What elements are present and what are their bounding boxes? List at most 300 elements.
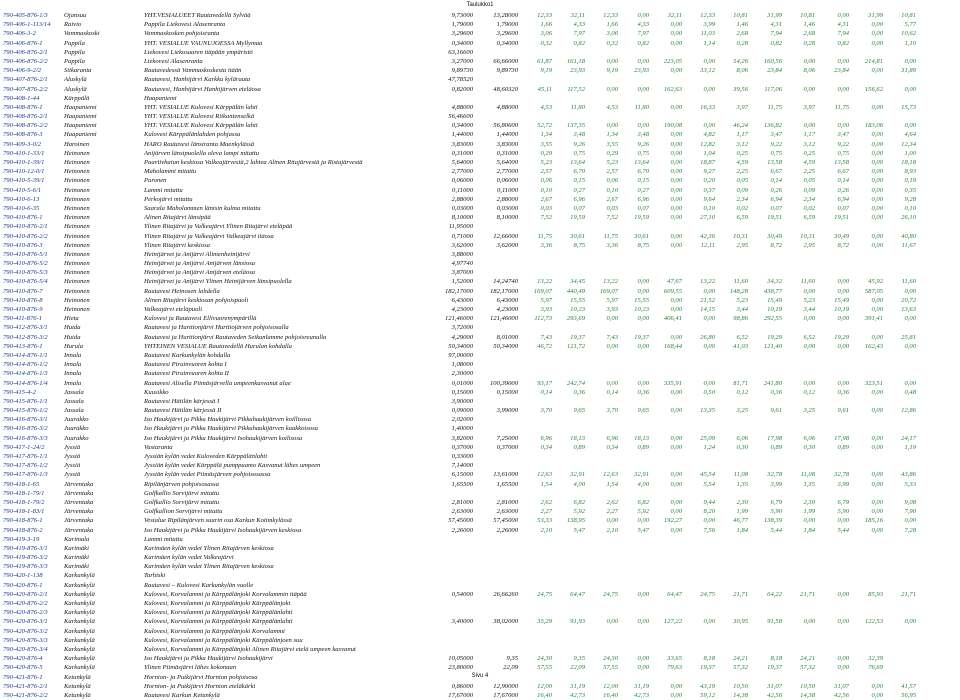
area-value: 4,23000 xyxy=(451,306,473,313)
share-value: 13,58 xyxy=(834,159,849,166)
share-value: 0,00 xyxy=(670,480,682,488)
parcel-id: 790-418-1-79/1 xyxy=(3,489,45,497)
share-value: 45,11 xyxy=(537,85,552,93)
share-value: 8,72 xyxy=(770,241,782,249)
table-row xyxy=(0,250,960,259)
share-value: 3,25 xyxy=(803,407,815,415)
total-area-value: 0,06000 xyxy=(496,177,518,185)
share-value: 0,15 xyxy=(637,177,649,185)
share-value: 2,27 xyxy=(540,508,552,516)
total-area-value: 7,25000 xyxy=(496,434,518,442)
share-value: 64,22 xyxy=(767,590,782,598)
table-row xyxy=(0,544,960,553)
village-name: Heinonen xyxy=(64,177,90,185)
share-value: 1,10 xyxy=(904,39,916,47)
area-value: 3,40000 xyxy=(451,618,473,626)
description: Haapaniemi xyxy=(144,94,177,102)
share-value: 1,14 xyxy=(703,39,715,47)
description: Iso Haukijärvi ja Pikku Haukijärvi Isohaukijärven keskiosa xyxy=(144,526,302,534)
share-value: 242,74 xyxy=(566,379,585,387)
table-row xyxy=(0,158,960,167)
table-row xyxy=(0,130,960,139)
share-value: 391,41 xyxy=(864,315,883,323)
parcel-id: 790-416-876-3/3 xyxy=(3,434,48,442)
share-value: 0,07 xyxy=(637,204,649,212)
description: Rautavedessä Vammaskoskesta itään xyxy=(144,67,242,75)
share-value: 6,70 xyxy=(573,168,585,176)
share-value: 121,72 xyxy=(566,342,585,350)
description: Alinen Ritajärvi keskiosan pohjoispuoli xyxy=(144,296,249,304)
share-value: 19,37 xyxy=(767,664,782,672)
share-value: 11,80 xyxy=(634,103,649,111)
share-value: 42,73 xyxy=(634,691,649,699)
total-area-value: 13,61000 xyxy=(493,471,518,479)
share-value: 0,29 xyxy=(540,149,552,157)
share-value: 9,28 xyxy=(904,195,916,203)
table-row xyxy=(0,360,960,369)
area-value: 3,27000 xyxy=(451,57,473,65)
share-value: 160,56 xyxy=(763,57,782,65)
description: Rautavesi Piruinvuoren kohta I xyxy=(144,361,227,369)
description: Rautavesi, Hanhijärvi Karkku kylärauta xyxy=(144,76,251,84)
share-value: 0,00 xyxy=(837,12,849,19)
share-value: 21,52 xyxy=(700,296,715,304)
share-value: 16,40 xyxy=(603,691,618,699)
area-value: 2,63000 xyxy=(451,508,473,516)
share-value: 10,50 xyxy=(800,682,815,690)
share-value: 0,89 xyxy=(637,443,649,451)
share-value: 8,06 xyxy=(736,67,748,75)
share-value: 10,81 xyxy=(901,12,916,19)
village-name: Karkunkylä xyxy=(64,609,95,617)
parcel-id: 790-419-3-19 xyxy=(3,535,40,543)
share-value: 7,52 xyxy=(540,214,552,222)
share-value: 9,26 xyxy=(637,140,649,148)
share-value: 0,00 xyxy=(837,278,849,286)
total-area-value: 8,10000 xyxy=(496,214,518,222)
share-value: 406,41 xyxy=(663,315,682,323)
area-value: 1,08000 xyxy=(451,361,473,369)
share-value: 13,22 xyxy=(537,278,552,286)
share-value: 0,00 xyxy=(670,168,682,176)
village-name: Haapaniemi xyxy=(64,113,97,121)
area-value: 2,77000 xyxy=(451,168,473,176)
share-value: 19,29 xyxy=(767,333,782,341)
share-value: 3,99 xyxy=(703,21,715,29)
total-area-value: 48,60320 xyxy=(493,85,518,93)
share-value: 2,57 xyxy=(540,168,552,176)
share-value: 1,66 xyxy=(540,21,552,29)
description: Rautavesi – Kulovesi Karkunkylän vuolle xyxy=(144,581,254,589)
area-value: 9,73000 xyxy=(451,12,473,19)
area-value: 1,44000 xyxy=(451,131,473,139)
description: Ylinen Ritajärvi ja Valkeajärvi Valkeajärvi itäosa xyxy=(144,232,274,240)
parcel-id: 790-406-876-2/2 xyxy=(3,57,48,65)
share-value: 241,80 xyxy=(763,379,782,387)
share-value: 0,00 xyxy=(703,315,715,323)
share-value: 0,05 xyxy=(803,177,815,185)
area-value: 0,71000 xyxy=(451,232,473,240)
share-value: 26,10 xyxy=(901,214,916,222)
village-name: Juurakko xyxy=(64,434,89,442)
share-value: 1,46 xyxy=(736,21,748,29)
village-name: Karkunkylä xyxy=(64,627,95,635)
share-value: 18,13 xyxy=(570,434,585,442)
description: Kulovesi ja Rautavesi Ellivuorenympärillä xyxy=(144,315,257,323)
share-value: 34,32 xyxy=(767,278,782,286)
share-value: 4,64 xyxy=(904,131,916,139)
share-value: 0,00 xyxy=(637,12,649,19)
table-row xyxy=(0,507,960,516)
share-value: 6,70 xyxy=(637,168,649,176)
share-value: 2,27 xyxy=(606,508,618,516)
share-value: 162,63 xyxy=(663,85,682,93)
table-row xyxy=(0,11,960,20)
table-row xyxy=(0,452,960,461)
share-value: 0,00 xyxy=(871,691,883,699)
description: Heinijärvet ja Anijärvi Anijärven länsiosa xyxy=(144,260,256,268)
total-area-value: 4,23000 xyxy=(496,306,518,313)
share-value: 0,00 xyxy=(670,232,682,240)
area-value: 3,87000 xyxy=(451,269,473,277)
village-name: Heinonen xyxy=(64,306,90,313)
share-value: 85,93 xyxy=(868,590,883,598)
share-value: 24,17 xyxy=(901,434,916,442)
share-value: 12,00 xyxy=(537,682,552,690)
parcel-id: 790-419-876-3/2 xyxy=(3,554,48,562)
village-name: Huida xyxy=(64,333,81,341)
share-value: 16,33 xyxy=(700,103,715,111)
share-value: 0,00 xyxy=(837,618,849,626)
share-value: 46,77 xyxy=(733,517,748,525)
table-row xyxy=(0,691,960,700)
share-value: 57,32 xyxy=(733,664,748,672)
village-name: Heinonen xyxy=(64,287,90,295)
share-value: 0,34 xyxy=(540,443,552,451)
share-value: 9,61 xyxy=(837,407,849,415)
parcel-id: 790-418-1-83/1 xyxy=(3,508,45,516)
share-value: 7,94 xyxy=(770,30,782,38)
share-value: 440,49 xyxy=(566,287,585,295)
share-value: 3,12 xyxy=(803,140,815,148)
village-name: Heinonen xyxy=(64,269,90,277)
village-name: Järventaka xyxy=(64,517,94,525)
description: Kulovesi, Korvalammi ja Kärppälänjoki Kärppälänlahti xyxy=(144,609,293,617)
share-value: 9,22 xyxy=(837,140,849,148)
parcel-id: 790-406-1-113/14 xyxy=(3,21,51,29)
area-value: 0,37000 xyxy=(451,443,473,451)
share-value: 30,95 xyxy=(733,618,748,626)
share-value: 121,40 xyxy=(763,342,782,350)
share-value: 6,96 xyxy=(637,195,649,203)
share-value: 12,82 xyxy=(700,140,715,148)
share-value: 32,78 xyxy=(834,471,849,479)
share-value: 0,00 xyxy=(606,342,618,350)
table-row xyxy=(0,415,960,424)
share-value: 0,25 xyxy=(736,149,748,157)
share-value: 0,10 xyxy=(703,204,715,212)
description: Kuusikko xyxy=(144,388,169,396)
share-value: 0,00 xyxy=(871,480,883,488)
share-value: 10,81 xyxy=(800,12,815,19)
share-value: 0,00 xyxy=(871,159,883,166)
share-value: 0,00 xyxy=(670,30,682,38)
parcel-id: 790-420-876-3/1 xyxy=(3,618,48,626)
description: Ylinen Ritajärvi ja Valkeajärvi Ylinen Ritajärvi eteläpää xyxy=(144,223,293,231)
share-value: 0,00 xyxy=(670,691,682,699)
description: Valkeajärvi eteläpuoli xyxy=(144,306,203,313)
share-value: 0,89 xyxy=(837,443,849,451)
share-value: 0,00 xyxy=(803,122,815,130)
share-value: 122,53 xyxy=(864,618,883,626)
share-value: 0,00 xyxy=(871,526,883,534)
share-value: 0,00 xyxy=(670,39,682,47)
description: Rautavesi, Hanhijärvi Hanhijärven eteläosa xyxy=(144,85,261,93)
share-value: 30,61 xyxy=(634,232,649,240)
share-value: 0,00 xyxy=(871,186,883,194)
total-area-value: 2,81000 xyxy=(496,498,518,506)
share-value: 31,89 xyxy=(901,67,916,75)
share-value: 3,36 xyxy=(540,241,552,249)
parcel-id: 790-407-876-2/2 xyxy=(3,85,48,93)
table-row xyxy=(0,599,960,608)
share-value: 0,00 xyxy=(803,57,815,65)
village-name: Kärppälä xyxy=(64,94,90,102)
area-value: 0,34000 xyxy=(451,122,473,130)
share-value: 138,95 xyxy=(566,517,585,525)
village-name: Jassala xyxy=(64,397,84,405)
share-value: 156,62 xyxy=(864,85,883,93)
share-value: 4,33 xyxy=(637,21,649,29)
share-value: 42,36 xyxy=(700,232,715,240)
share-value: 3,70 xyxy=(606,407,618,415)
share-value: 18,13 xyxy=(634,434,649,442)
parcel-id: 790-420-876-2/1 xyxy=(3,590,48,598)
share-value: 0,89 xyxy=(573,443,585,451)
share-value: 57,32 xyxy=(800,664,815,672)
table-row xyxy=(0,222,960,231)
share-value: 6,96 xyxy=(573,195,585,203)
share-value: 0,30 xyxy=(736,443,748,451)
total-area-value: 26,66260 xyxy=(493,590,518,598)
share-value: 0,28 xyxy=(803,39,815,47)
share-value: 61,87 xyxy=(537,57,552,65)
share-value: 59,12 xyxy=(700,691,715,699)
table-row xyxy=(0,480,960,489)
share-value: 0,00 xyxy=(871,232,883,240)
parcel-id: 790-418-1-65 xyxy=(3,480,40,488)
share-value: 2,30 xyxy=(803,498,815,506)
description: Rautavesi Heinosen lahdella xyxy=(144,287,220,295)
parcel-id: 790-406-3-2 xyxy=(3,30,36,38)
share-value: 2,67 xyxy=(540,195,552,203)
share-value: 3,97 xyxy=(803,103,815,111)
share-value: 7,94 xyxy=(837,30,849,38)
village-name: Jyssiä xyxy=(64,462,81,470)
share-value: 3,44 xyxy=(803,306,815,313)
area-value: 63,16600 xyxy=(448,48,473,56)
village-name: Karkunkylä xyxy=(64,664,95,672)
area-value: 3,82000 xyxy=(451,434,473,442)
share-value: 24,21 xyxy=(800,655,815,663)
share-value: 0,00 xyxy=(871,306,883,313)
share-value: 10,31 xyxy=(800,232,815,240)
village-name: Heinonen xyxy=(64,278,90,286)
parcel-id: 790-418-876-2 xyxy=(3,526,43,534)
parcel-id: 790-414-876-1/2 xyxy=(3,361,48,369)
area-value: 17,67000 xyxy=(448,691,473,699)
share-value: 0,00 xyxy=(670,177,682,185)
village-name: Haapaniemi xyxy=(64,131,97,139)
share-value: 52,72 xyxy=(537,122,552,130)
area-value: 47,78520 xyxy=(448,76,473,84)
share-value: 0,00 xyxy=(871,434,883,442)
parcel-id: 790-414-876-1/4 xyxy=(3,379,48,387)
share-value: 0,00 xyxy=(670,434,682,442)
parcel-id: 790-415-876-1/2 xyxy=(3,407,48,415)
share-value: 0,00 xyxy=(871,21,883,29)
share-value: 0,00 xyxy=(871,333,883,341)
share-value: 3,97 xyxy=(736,103,748,111)
share-value: 0,00 xyxy=(670,388,682,396)
share-value: 0,00 xyxy=(871,195,883,203)
village-name: Heinonen xyxy=(64,204,90,212)
share-value: 5,23 xyxy=(606,159,618,166)
table-row xyxy=(0,333,960,342)
area-value: 50,34000 xyxy=(448,342,473,350)
share-value: 0,12 xyxy=(736,388,748,396)
total-area-value: 22,09 xyxy=(503,664,518,672)
parcel-id: 790-410-12-0/1 xyxy=(3,168,45,176)
total-area-value: 0,37000 xyxy=(496,443,518,451)
share-value: 0,00 xyxy=(670,204,682,212)
share-value: 13,64 xyxy=(634,159,649,166)
share-value: 1,00 xyxy=(904,149,916,157)
table-row xyxy=(0,535,960,544)
share-value: 34,45 xyxy=(570,278,585,286)
parcel-id: 790-407-876-2/1 xyxy=(3,76,48,84)
table-row xyxy=(0,195,960,204)
description: Rautavesi Hätilän kärjessä I xyxy=(144,397,220,405)
share-value: 0,12 xyxy=(803,388,815,396)
share-value: 10,50 xyxy=(733,682,748,690)
share-value: 6,82 xyxy=(637,498,649,506)
share-value: 0,75 xyxy=(573,149,585,157)
village-name: Järventaka xyxy=(64,480,94,488)
description: YHT.VESIALUEET Rautavedellä Sylvää xyxy=(144,12,251,19)
parcel-id: 790-417-876-1/2 xyxy=(3,462,48,470)
table-row xyxy=(0,590,960,599)
share-value: 2,62 xyxy=(540,498,552,506)
share-value: 0,07 xyxy=(837,204,849,212)
share-value: 0,07 xyxy=(770,204,782,212)
total-area-value: 3,29600 xyxy=(496,30,518,38)
table-row xyxy=(0,296,960,305)
description: Perkojärvi mitattu xyxy=(144,195,193,203)
share-value: 0,00 xyxy=(670,407,682,415)
village-name: Heinonen xyxy=(64,195,90,203)
share-value: 0,00 xyxy=(670,443,682,451)
table-row xyxy=(0,608,960,617)
share-value: 0,00 xyxy=(606,517,618,525)
description: Golfkallio Sorvijärvi mitattu xyxy=(144,489,220,497)
share-value: 0,00 xyxy=(670,131,682,139)
share-value: 13,22 xyxy=(700,278,715,286)
share-value: 32,11 xyxy=(570,12,585,19)
parcel-id: 790-420-876-3/3 xyxy=(3,636,48,644)
share-value: 11,67 xyxy=(901,241,916,249)
description: Jyssiän kylän vedet Kärppälä pumppuamo Kasvanut lähes umpeen xyxy=(144,462,321,470)
share-value: 0,00 xyxy=(904,315,916,323)
share-value: 54,26 xyxy=(733,57,748,65)
share-value: 0,35 xyxy=(904,186,916,194)
parcel-id: 790-410-876-5/4 xyxy=(3,278,48,286)
table-row xyxy=(0,379,960,388)
share-value: 0,00 xyxy=(703,342,715,350)
share-value: 0,15 xyxy=(573,177,585,185)
description: Iso Haukijärvi ja Pikku Haukijärvi Pikkuhaukijärven kaakkoisosa xyxy=(144,425,318,433)
share-value: 0,00 xyxy=(670,471,682,479)
share-value: 31,19 xyxy=(634,682,649,690)
parcel-id: 790-406-876-2/1 xyxy=(3,48,48,56)
share-value: 24,30 xyxy=(603,655,618,663)
village-name: Karimäki xyxy=(64,563,89,571)
description: YHT. VESIALUE Kulovesi Riikantenselkä xyxy=(144,113,255,121)
table-row xyxy=(0,268,960,277)
area-value: 57,45000 xyxy=(448,517,473,525)
share-value: 33,65 xyxy=(667,655,682,663)
share-value: 0,00 xyxy=(637,287,649,295)
share-value: 32,78 xyxy=(767,471,782,479)
village-name: Karkunkylä xyxy=(64,590,95,598)
parcel-id: 790-414-876-1/1 xyxy=(3,351,48,359)
area-value: 0,09000 xyxy=(451,407,473,415)
share-value: 19,51 xyxy=(767,214,782,222)
share-value: 0,00 xyxy=(670,498,682,506)
share-value: 19,29 xyxy=(834,333,849,341)
share-value: 136,82 xyxy=(763,122,782,130)
share-value: 26,80 xyxy=(700,333,715,341)
area-value: 3,62000 xyxy=(451,241,473,249)
area-value: 121,46000 xyxy=(444,315,473,323)
share-value: 0,00 xyxy=(871,131,883,139)
share-value: 23,84 xyxy=(834,67,849,75)
share-value: 93,17 xyxy=(537,379,552,387)
share-value: 0,50 xyxy=(703,388,715,396)
table-row xyxy=(0,48,960,57)
village-name: Jyssiä xyxy=(64,443,81,451)
share-value: 23,93 xyxy=(634,67,649,75)
share-value: 1,34 xyxy=(540,131,552,139)
table-row xyxy=(0,29,960,38)
share-value: 7,43 xyxy=(606,333,618,341)
share-value: 0,00 xyxy=(904,379,916,387)
share-value: 2,57 xyxy=(606,168,618,176)
share-value: 3,70 xyxy=(540,407,552,415)
share-value: 1,19 xyxy=(904,443,916,451)
share-value: 0,06 xyxy=(540,177,552,185)
share-value: 2,68 xyxy=(803,30,815,38)
area-value: 11,95000 xyxy=(448,223,473,231)
total-area-value: 0,11000 xyxy=(497,186,518,194)
share-value: 8,75 xyxy=(573,241,585,249)
share-value: 0,00 xyxy=(637,664,649,672)
share-value: 0,82 xyxy=(837,39,849,47)
village-name: Ketunkylä xyxy=(64,691,91,699)
village-name: Juurakko xyxy=(64,425,89,433)
share-value: 168,44 xyxy=(663,342,682,350)
share-value: 0,36 xyxy=(837,388,849,396)
